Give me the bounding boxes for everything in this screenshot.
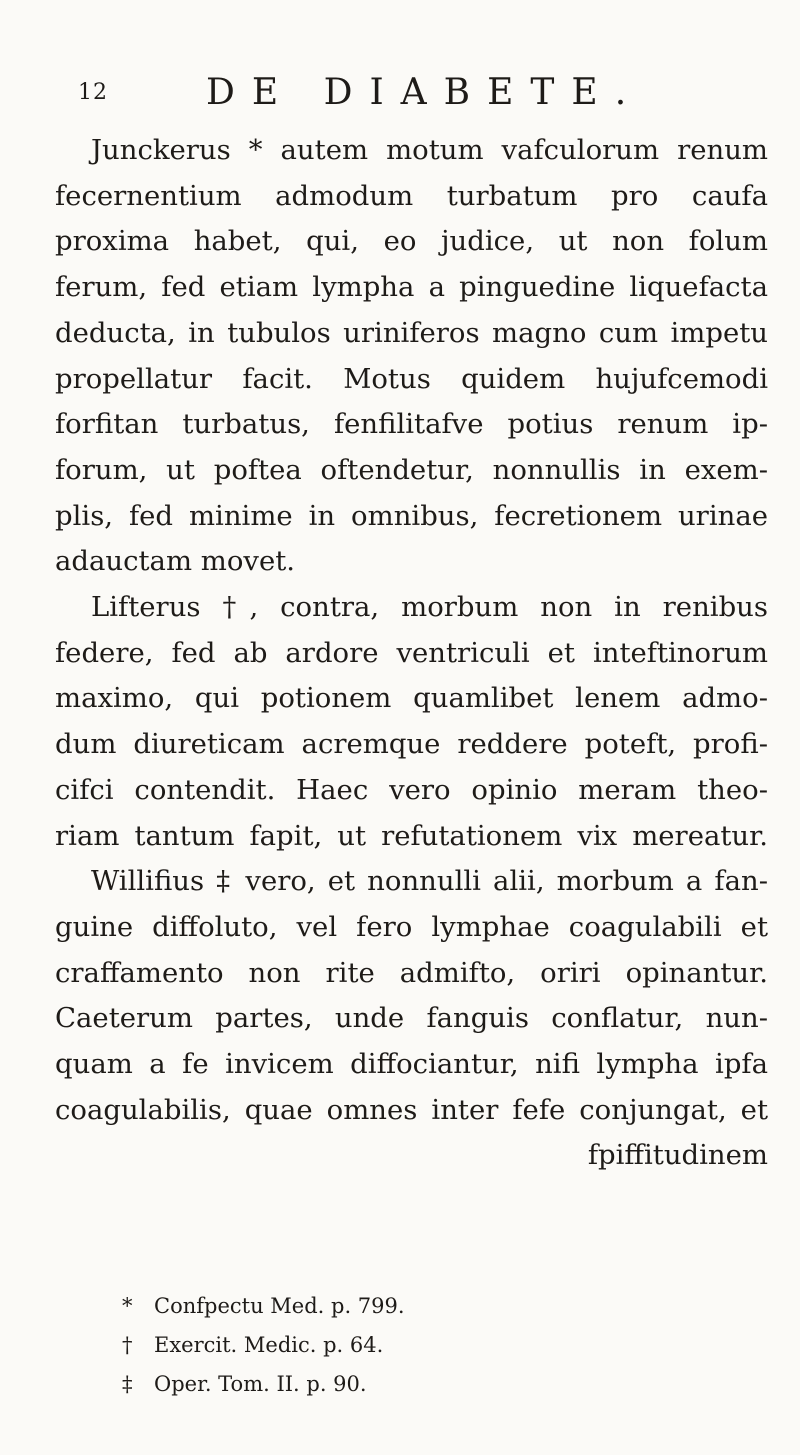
text-line: quam a fe invicem diffociantur, nifi lympha ipfa <box>55 1048 768 1081</box>
body-text <box>55 128 768 1179</box>
text-line: ferum, fed etiam lympha a pinguedine liquefacta <box>55 271 768 304</box>
text-line: Caeterum partes, unde fanguis conflatur, nun- <box>55 1002 768 1035</box>
footnote-mark: † <box>122 1333 133 1357</box>
text-line: plis, fed minime in omnibus, fecretionem urinae <box>55 499 768 532</box>
running-head-title: DE DIABETE. <box>206 72 644 113</box>
text-line: coagulabilis, quae omnes inter fefe conjungat, et <box>55 1093 768 1126</box>
text-line: forum, ut poftea oftendetur, nonnullis in exem- <box>55 453 768 486</box>
page-header <box>78 72 728 122</box>
footnote <box>122 1326 722 1365</box>
text-line: deducta, in tubulos uriniferos magno cum impetu <box>55 316 768 349</box>
text-line: forfitan turbatus, fenfilitafve potius renum ip- <box>55 408 768 441</box>
text-line: propellatur facit. Motus quidem hujufcemodi <box>55 362 768 395</box>
text-line: guine diffoluto, vel fero lymphae coagulabili et <box>55 910 768 943</box>
text-line: cifci contendit. Haec vero opinio meram theo- <box>55 773 768 806</box>
footnote-mark: ‡ <box>122 1372 133 1396</box>
footnotes <box>122 1287 722 1404</box>
text-line: Junckerus * autem motum vafculorum renum <box>91 134 768 166</box>
text-line: adauctam movet. <box>55 545 296 578</box>
footnote-text: Oper. Tom. II. p. 90. <box>154 1372 367 1396</box>
text-line: riam tantum fapit, ut refutationem vix mereatur. <box>55 819 768 852</box>
text-line: proxima habet, qui, eo judice, ut non folum <box>55 225 768 258</box>
text-line: fecernentium admodum turbatum pro caufa <box>55 179 768 212</box>
text-line: Lifterus †, contra, morbum non in renibus <box>91 591 768 624</box>
catchword-line: fpiffitudinem <box>587 1139 768 1172</box>
text-line: Willifius ‡ vero, et nonnulli alii, morbum a fan- <box>91 865 768 898</box>
paragraph-junckerus <box>55 128 768 585</box>
text-line: federe, fed ab ardore ventriculi et inteftinorum <box>55 636 768 669</box>
footnote-text: Exercit. Medic. p. 64. <box>154 1333 384 1357</box>
footnote-mark: * <box>122 1294 133 1318</box>
footnote <box>122 1365 722 1404</box>
paragraph-listerus <box>55 585 768 859</box>
text-line: maximo, qui potionem quamlibet lenem admo- <box>55 682 768 715</box>
footnote <box>122 1287 722 1326</box>
footnote-text: Confpectu Med. p. 799. <box>154 1294 405 1318</box>
page-number: 12 <box>78 80 108 105</box>
text-line: dum diureticam acremque reddere poteft, profi- <box>55 728 768 761</box>
paragraph-willisius <box>55 859 768 1179</box>
text-line: craffamento non rite admifto, oriri opinantur. <box>55 956 768 989</box>
